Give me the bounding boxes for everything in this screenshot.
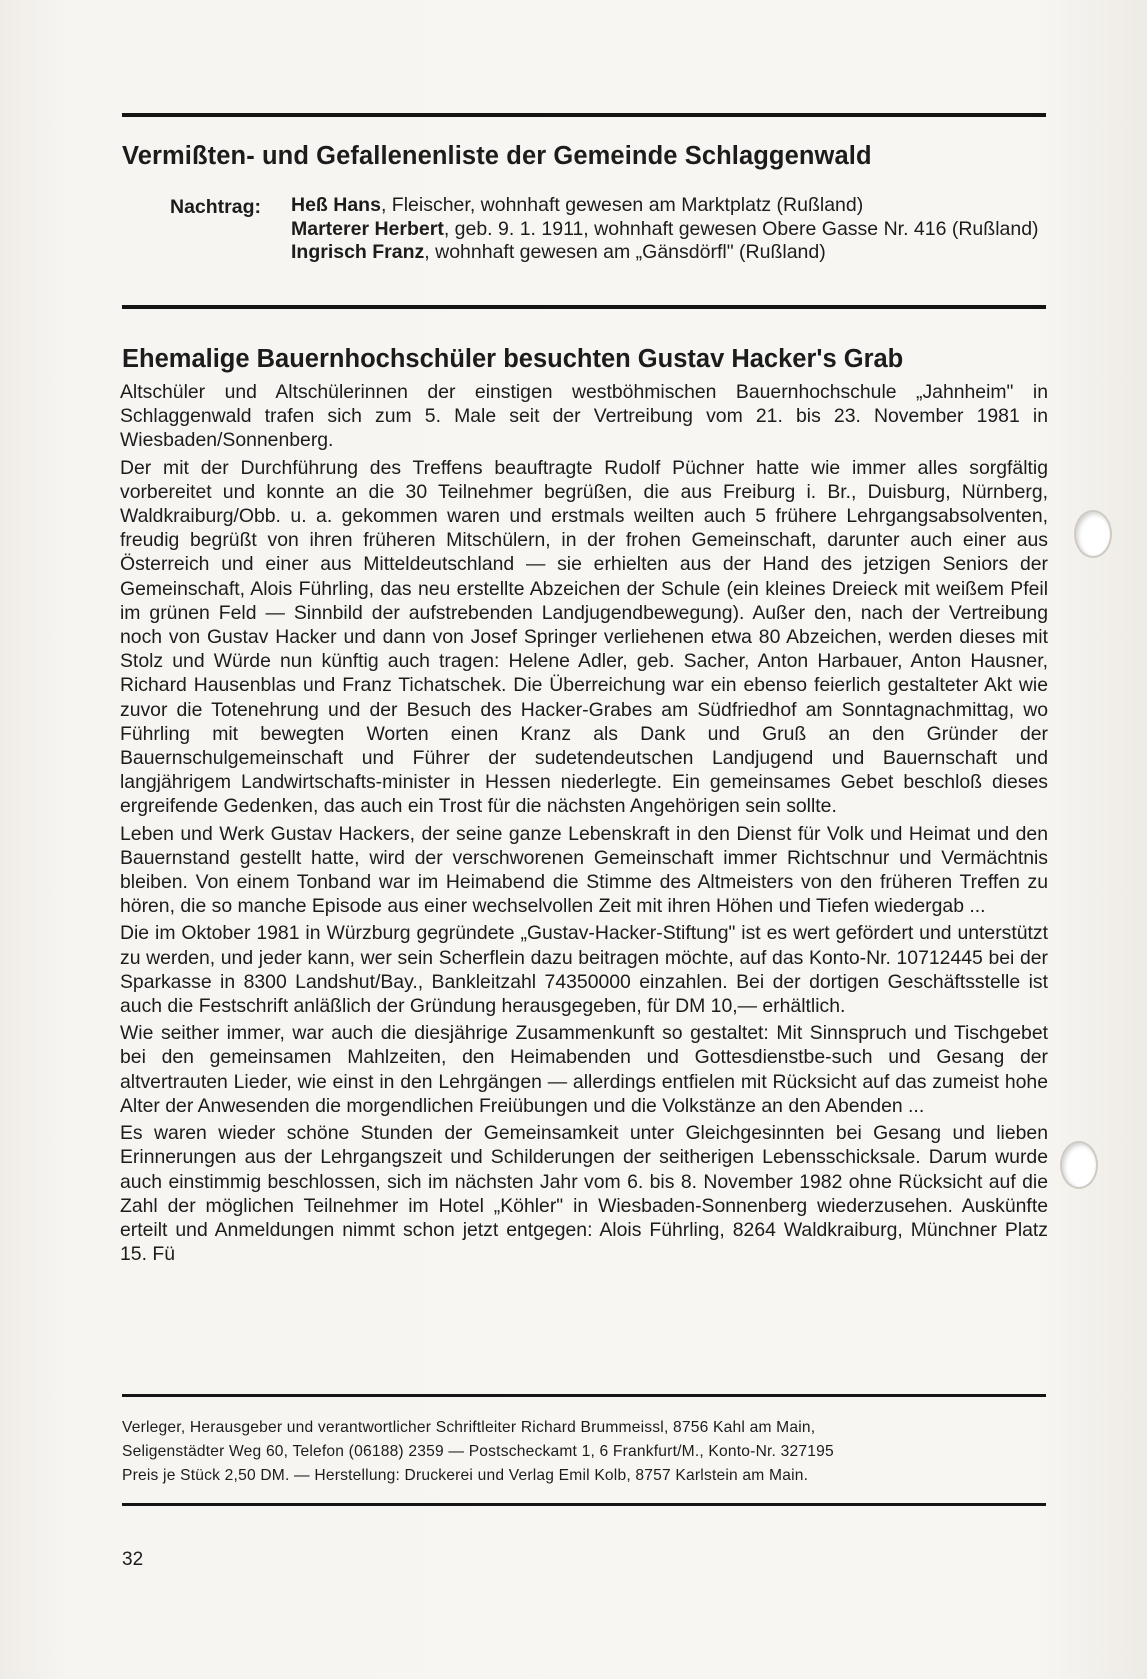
nachtrag-entry bbox=[291, 218, 1051, 242]
nachtrag-entry bbox=[291, 241, 1051, 265]
article-body bbox=[120, 380, 1048, 1269]
entry-details: , geb. 9. 1. 1911, wohnhaft gewesen Obere Gasse Nr. 416 (Rußland) bbox=[443, 217, 1039, 240]
punch-hole-icon bbox=[1074, 510, 1112, 558]
entry-name: Ingrisch Franz bbox=[291, 241, 425, 263]
entry-details: , Fleischer, wohnhaft gewesen am Marktplatz (Rußland) bbox=[380, 194, 864, 216]
nachtrag-entry bbox=[291, 194, 1051, 218]
page-number: 32 bbox=[122, 1549, 144, 1570]
imprint-line: Preis je Stück 2,50 DM. — Herstellung: Druckerei und Verlag Emil Kolb, 8757 Karlstein am Main. bbox=[122, 1467, 809, 1484]
imprint-line: Verleger, Herausgeber und verantwortlicher Schriftleiter Richard Brummeissl, 8756 Kahl am Main, bbox=[122, 1419, 816, 1436]
nachtrag-label: Nachtrag: bbox=[170, 196, 262, 218]
imprint-line: Seligenstädter Weg 60, Telefon (06188) 2359 — Postscheckamt 1, 6 Frankfurt/M., Konto-Nr. 327195 bbox=[122, 1443, 834, 1460]
imprint bbox=[122, 1416, 1054, 1488]
punch-hole-icon bbox=[1060, 1141, 1098, 1189]
article-paragraph: Wie seither immer, war auch die diesjährige Zusammenkunft so gestaltet: Mit Sinnspruch und Tischgebet bei den gemeinsamen Mahlzeiten, den Heimabenden und Gottesdienstbe-such und Gesang der altvertrauten Lieder, wie einst in den Lehrgängen — allerdings entfielen mit Rücksicht auf das zumeist hohe Alter der Anwesenden die morgendlichen Freiübungen und die Volkstänze an den Abenden ... bbox=[120, 1022, 1048, 1117]
entry-name: Marterer Herbert bbox=[291, 217, 444, 240]
article-paragraph: Altschüler und Altschülerinnen der einstigen westböhmischen Bauernhochschule „Jahnheim" in Schlaggenwald trafen sich zum 5. Male seit der Vertreibung vom 21. bis 23. November 1981 in Wiesbaden/Sonnenberg. bbox=[120, 381, 1048, 452]
top-divider bbox=[122, 113, 1046, 117]
imprint-top-divider bbox=[122, 1394, 1046, 1397]
entry-details: , wohnhaft gewesen am „Gänsdörfl" (Rußland) bbox=[424, 241, 826, 263]
missing-list-title: Vermißten- und Gefallenenliste der Gemeinde Schlaggenwald bbox=[122, 142, 872, 170]
nachtrag-entries bbox=[291, 194, 1051, 265]
entry-name: Heß Hans bbox=[291, 194, 381, 216]
imprint-bottom-divider bbox=[122, 1503, 1046, 1506]
article-paragraph: Leben und Werk Gustav Hackers, der seine ganze Lebenskraft in den Dienst für Volk und Heimat und den Bauernstand gestellt hatte, wird der verschworenen Gemeinschaft immer Richtschnur und Vermächtnis bleiben. Von einem Tonband war im Heimabend die Stimme des Altmeisters von den früheren Treffen zu hören, die so manche Episode aus einer wechselvollen Zeit mit ihren Höhen und Tiefen wiedergab ... bbox=[120, 822, 1048, 918]
article-paragraph: Der mit der Durchführung des Treffens beauftragte Rudolf Püchner hatte wie immer alles sorgfältig vorbereitet und konnte an die 30 Teilnehmer begrüßen, die aus Freiburg i. Br., Duisburg, Nürnberg, Waldkraiburg/Obb. u. a. gekommen waren und erstmals weilten auch 5 frühere Lehrgangsabsolventen, freudig begrüßt von ihren früheren Mitschülern, in der frohen Gemeinschaft, darunter auch einer aus Österreich und einer aus Mitteldeutschland — sie erhielten aus der Hand des jetzigen Seniors der Gemeinschaft, Alois Führling, das neu erstellte Abzeichen der Schule (ein kleines Dreieck mit weißem Pfeil im grünen Feld — Sinnbild der aufstrebenden Landjugendbewegung). Außer den, nach der Vertreibung noch von Gustav Hacker und dann von Josef Springer verliehenen etwa 80 Abzeichen, werden dieses mit Stolz und Würde nun künftig auch tragen: Helene Adler, geb. Sacher, Anton Harbauer, Anton Hausner, Richard Hausenblas und Franz Tichatschek. Die Überreichung war ein ebenso feierlich gestalteter Akt wie zuvor die Totenehrung und der Besuch des Hacker-Grabes am Südfriedhof am Sonntagnachmittag, wo Führling mit bewegten Worten einen Kranz als Dank und Gruß an den Gründer der Bauernschulgemeinschaft und Führer der sudetendeutschen Landjugend und Bauernschaft und langjährigem Landwirtschafts-minister in Hessen niederlegte. Ein gemeinsames Gebet beschloß dieses ergreifende Gedenken, das auch ein Trost für die nächsten Angehörigen sein sollte. bbox=[120, 456, 1048, 818]
section-divider bbox=[122, 305, 1046, 309]
article-title: Ehemalige Bauernhochschüler besuchten Gustav Hacker's Grab bbox=[122, 345, 904, 373]
article-paragraph: Die im Oktober 1981 in Würzburg gegründete „Gustav-Hacker-Stiftung" ist es wert gefördert und unterstützt zu werden, und jeder kann, wer sein Scherflein dazu beitragen möchte, auf das Konto-Nr. 10712445 bei der Sparkasse in 8300 Landshut/Bay., Bankleitzahl 74350000 einzahlen. Bei der dortigen Geschäftsstelle ist auch die Festschrift anläßlich der Gründung herausgegeben, für DM 10,— erhältlich. bbox=[120, 922, 1048, 1018]
article-paragraph: Es waren wieder schöne Stunden der Gemeinsamkeit unter Gleichgesinnten bei Gesang und lieben Erinnerungen aus der Lehrgangszeit und Schilderungen der seitherigen Lebensschicksale. Darum wurde auch einstimmig beschlossen, sich im nächsten Jahr vom 6. bis 8. November 1982 ohne Rücksicht auf die Zahl der möglichen Teilnehmer im Hotel „Köhler" in Wiesbaden-Sonnenberg wiederzusehen. Auskünfte erteilt und Anmeldungen nimmt schon jetzt entgegen: Alois Führling, 8264 Waldkraiburg, Münchner Platz 15. Fü bbox=[120, 1122, 1048, 1266]
